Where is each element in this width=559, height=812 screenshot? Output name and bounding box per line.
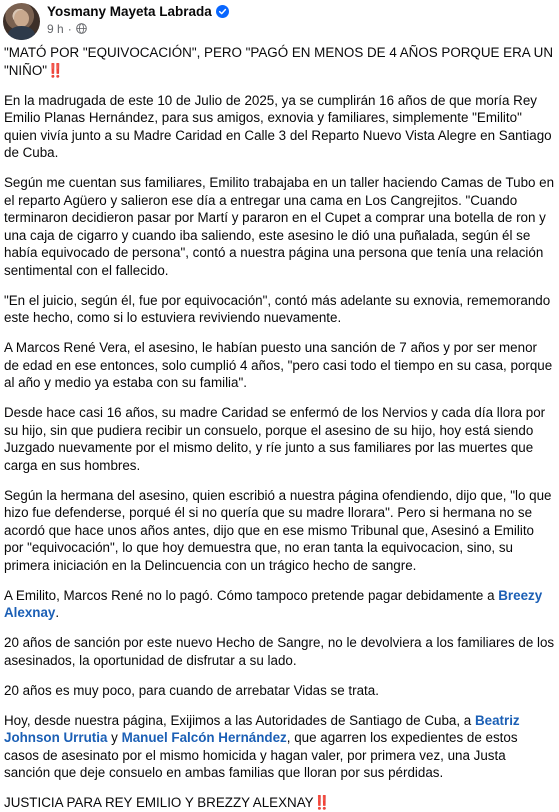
verified-badge-icon	[216, 5, 229, 18]
paragraph-too-little: 20 años es muy poco, para cuando de arrebatar Vidas se trata.	[4, 682, 379, 698]
globe-icon[interactable]	[76, 23, 87, 34]
meta-separator: ·	[67, 21, 72, 36]
post-timestamp[interactable]: 9 h	[47, 21, 64, 36]
avatar-face	[14, 10, 29, 27]
paragraph-trial: "En el juicio, según él, fue por equivocación", contó más adelante su exnovia, rememorando este hecho, como si lo estuviera reviviendo nuevamente.	[4, 292, 551, 325]
post-body	[0, 44, 559, 812]
justice-text: JUSTICIA PARA REY EMILIO Y BREZZY ALEXNAY	[4, 795, 314, 810]
double-exclamation-icon: ‼️	[313, 795, 331, 810]
headline-text: "MATÓ POR "EQUIVOCACIÓN", PERO "PAGÓ EN MENOS DE 4 AÑOS PORQUE ERA UN "NIÑO"	[4, 45, 554, 78]
p11-text: Hoy, desde nuestra página, Exijimos a las Autoridades de Santiago de Cuba, a	[4, 712, 475, 728]
post-meta	[47, 21, 87, 36]
post-header	[0, 0, 559, 42]
mention-breezy-alexnay[interactable]: Breezy Alexnay	[4, 587, 543, 620]
mention-manuel-falcon-hernandez[interactable]: Manuel Falcón Hernández	[121, 730, 287, 745]
paragraph-justice	[4, 794, 555, 812]
p8-text: A Emilito, Marcos René no lo pagó. Cómo tampoco pretende pagar debidamente a	[4, 587, 499, 603]
double-exclamation-icon: ‼️	[46, 62, 64, 78]
mention-beatriz-johnson-urrutia[interactable]: Beatriz Johnson Urrutia	[4, 712, 520, 745]
paragraph-intro: En la madrugada de este 10 de Julio de 2025, ya se cumplirán 16 años de que moría Rey Emilio Planas Hernández, para sus amigos, exnovia y familiares, simplemente "Emilito" quien vivía junto a su Madre Caridad en Calle 3 del Reparto Nuevo Vista Alegre en Santiago de Cuba.	[4, 92, 552, 160]
avatar-body	[8, 26, 35, 40]
p11-mid: y	[107, 730, 122, 745]
paragraph-demand	[4, 712, 555, 782]
post-headline	[4, 44, 555, 79]
paragraph-20-years: 20 años de sanción por este nuevo Hecho de Sangre, no le devolviera a los familiares de los asesinados, la oportunidad de disfrutar a su lado.	[4, 635, 555, 668]
author-avatar[interactable]	[3, 3, 40, 40]
paragraph-account: Según me cuentan sus familiares, Emilito trabajaba en un taller haciendo Camas de Tubo en el reparto Agüero y salieron ese día a entregar una cama en Los Cangrejitos. "Cuando terminaron decidieron pasar por Martí y pararon en el Cupet a comprar una botella de ron y una caja de cigarro y cuando iba saliendo, este asesino le dió una puñalada, según él se había equivocado de persona", contó a nuestra página una persona que tenía una relación sentimental con el fallecido.	[4, 175, 555, 278]
p11-end: , que agarren los expedientes de estos casos de asesinato por el mismo homicida y hagan valer, por primera vez, una Justa sanción que deje consuelo en ambas familias que lloran por sus pérdidas.	[4, 730, 518, 780]
p8-end: .	[55, 605, 60, 620]
author-name[interactable]: Yosmany Mayeta Labrada	[47, 3, 212, 19]
paragraph-sentence: A Marcos René Vera, el asesino, le habían puesto una sanción de 7 años y por ser menor de edad en ese entonces, solo cumplió 4 años, "pero casi todo el tiempo en su casa, porque al año y medio ya estaba con su familia".	[4, 340, 553, 390]
paragraph-breezy	[4, 587, 555, 622]
paragraph-mother: Desde hace casi 16 años, su madre Caridad se enfermó de los Nervios y cada día llora por su hijo, sin que pudiera recibir un consuelo, porque el asesino de su hijo, hoy está siendo Juzgado nuevamente por el mismo delito, y ríe junto a sus familiares por las muertes que carga en sus hombres.	[4, 405, 546, 473]
author-name-row	[47, 2, 229, 20]
paragraph-sister: Según la hermana del asesino, quien escribió a nuestra página ofendiendo, dijo que, "lo que hizo fue defenderse, porqué él si no quería que su madre llorara". Pero si hermana no se acordó que hace unos años antes, dijo que en ese mismo Tribunal que, Asesinó a Emilito por "equivocación", lo que hoy demuestra que, no eran tanta la equivocacion, sino, su primera iniciación en la Delincuencia con un trágico hecho de sangre.	[4, 487, 552, 573]
